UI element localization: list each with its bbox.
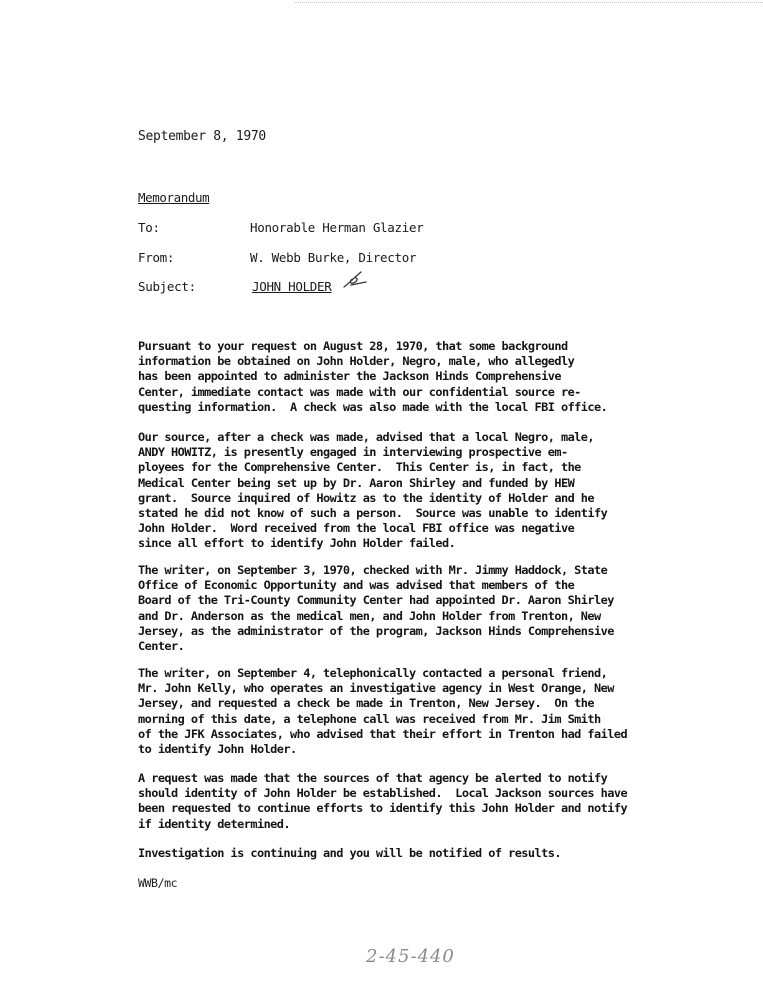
subject-label: Subject: [138,279,196,294]
to-label: To: [138,220,160,235]
paragraph-request: Pursuant to your request on August 28, 1970, that some background information be obtained on John Holder, Negro, male, who allegedly has been appointed to administer the Jackson Hinds Comprehensive Center, immediate contact was made with our confidential source re- questing information. A check was also made with the local FBI office. [138,339,608,414]
paragraph-source: Our source, after a check was made, advised that a local Negro, male, ANDY HOWITZ, is presently engaged in interviewing prospective em- ployees for the Comprehensive Center. This Center is, in fact, the Medical Center being set up by Dr. Aaron Shirley and funded by HEW grant. Source inquired of Howitz as to the identity of Holder and he stated he did not know of such a person. Source was unable to identify John Holder. Word received from the local FBI office was negative since all effort to identify John Holder failed. [138,430,608,551]
from-row [138,250,416,265]
memo-title: Memorandum [138,190,210,205]
to-row [138,220,423,235]
handwritten-initial-mark [341,270,367,290]
paragraph-continuing: Investigation is continuing and you will be notified of results. [138,846,561,860]
from-label: From: [138,250,175,265]
subject-value: JOHN HOLDER [252,279,332,294]
from-value: W. Webb Burke, Director [250,250,417,265]
typist-initials: WWB/mc [138,876,178,890]
to-value: Honorable Herman Glazier [250,220,424,235]
paragraph-request-sources: A request was made that the sources of that agency be alerted to notify should identity of John Holder be established. Local Jackson sources have been requested to continue efforts to identify this John Holder and notify if identity determined. [138,771,628,831]
top-dotted-line [295,2,763,3]
paragraph-kelly: The writer, on September 4, telephonically contacted a personal friend, Mr. John Kelly, who operates an investigative agency in West Orange, New Jersey, and requested a check be made in Trenton, New Jersey. On the morning of this date, a telephone call was received from Mr. Jim Smith of the JFK Associates, who advised that their effort in Trenton had failed to identify John Holder. [138,666,628,757]
memo-date: September 8, 1970 [138,129,266,144]
subject-row [138,279,331,294]
paragraph-haddock: The writer, on September 3, 1970, checked with Mr. Jimmy Haddock, State Office of Economic Opportunity and was advised that members of the Board of the Tri-County Community Center had appointed Dr. Aaron Shirley and Dr. Anderson as the medical men, and John Holder from Trenton, New Jersey, as the administrator of the program, Jackson Hinds Comprehensive Center. [138,563,614,654]
file-number: 2-45-440 [366,946,455,967]
